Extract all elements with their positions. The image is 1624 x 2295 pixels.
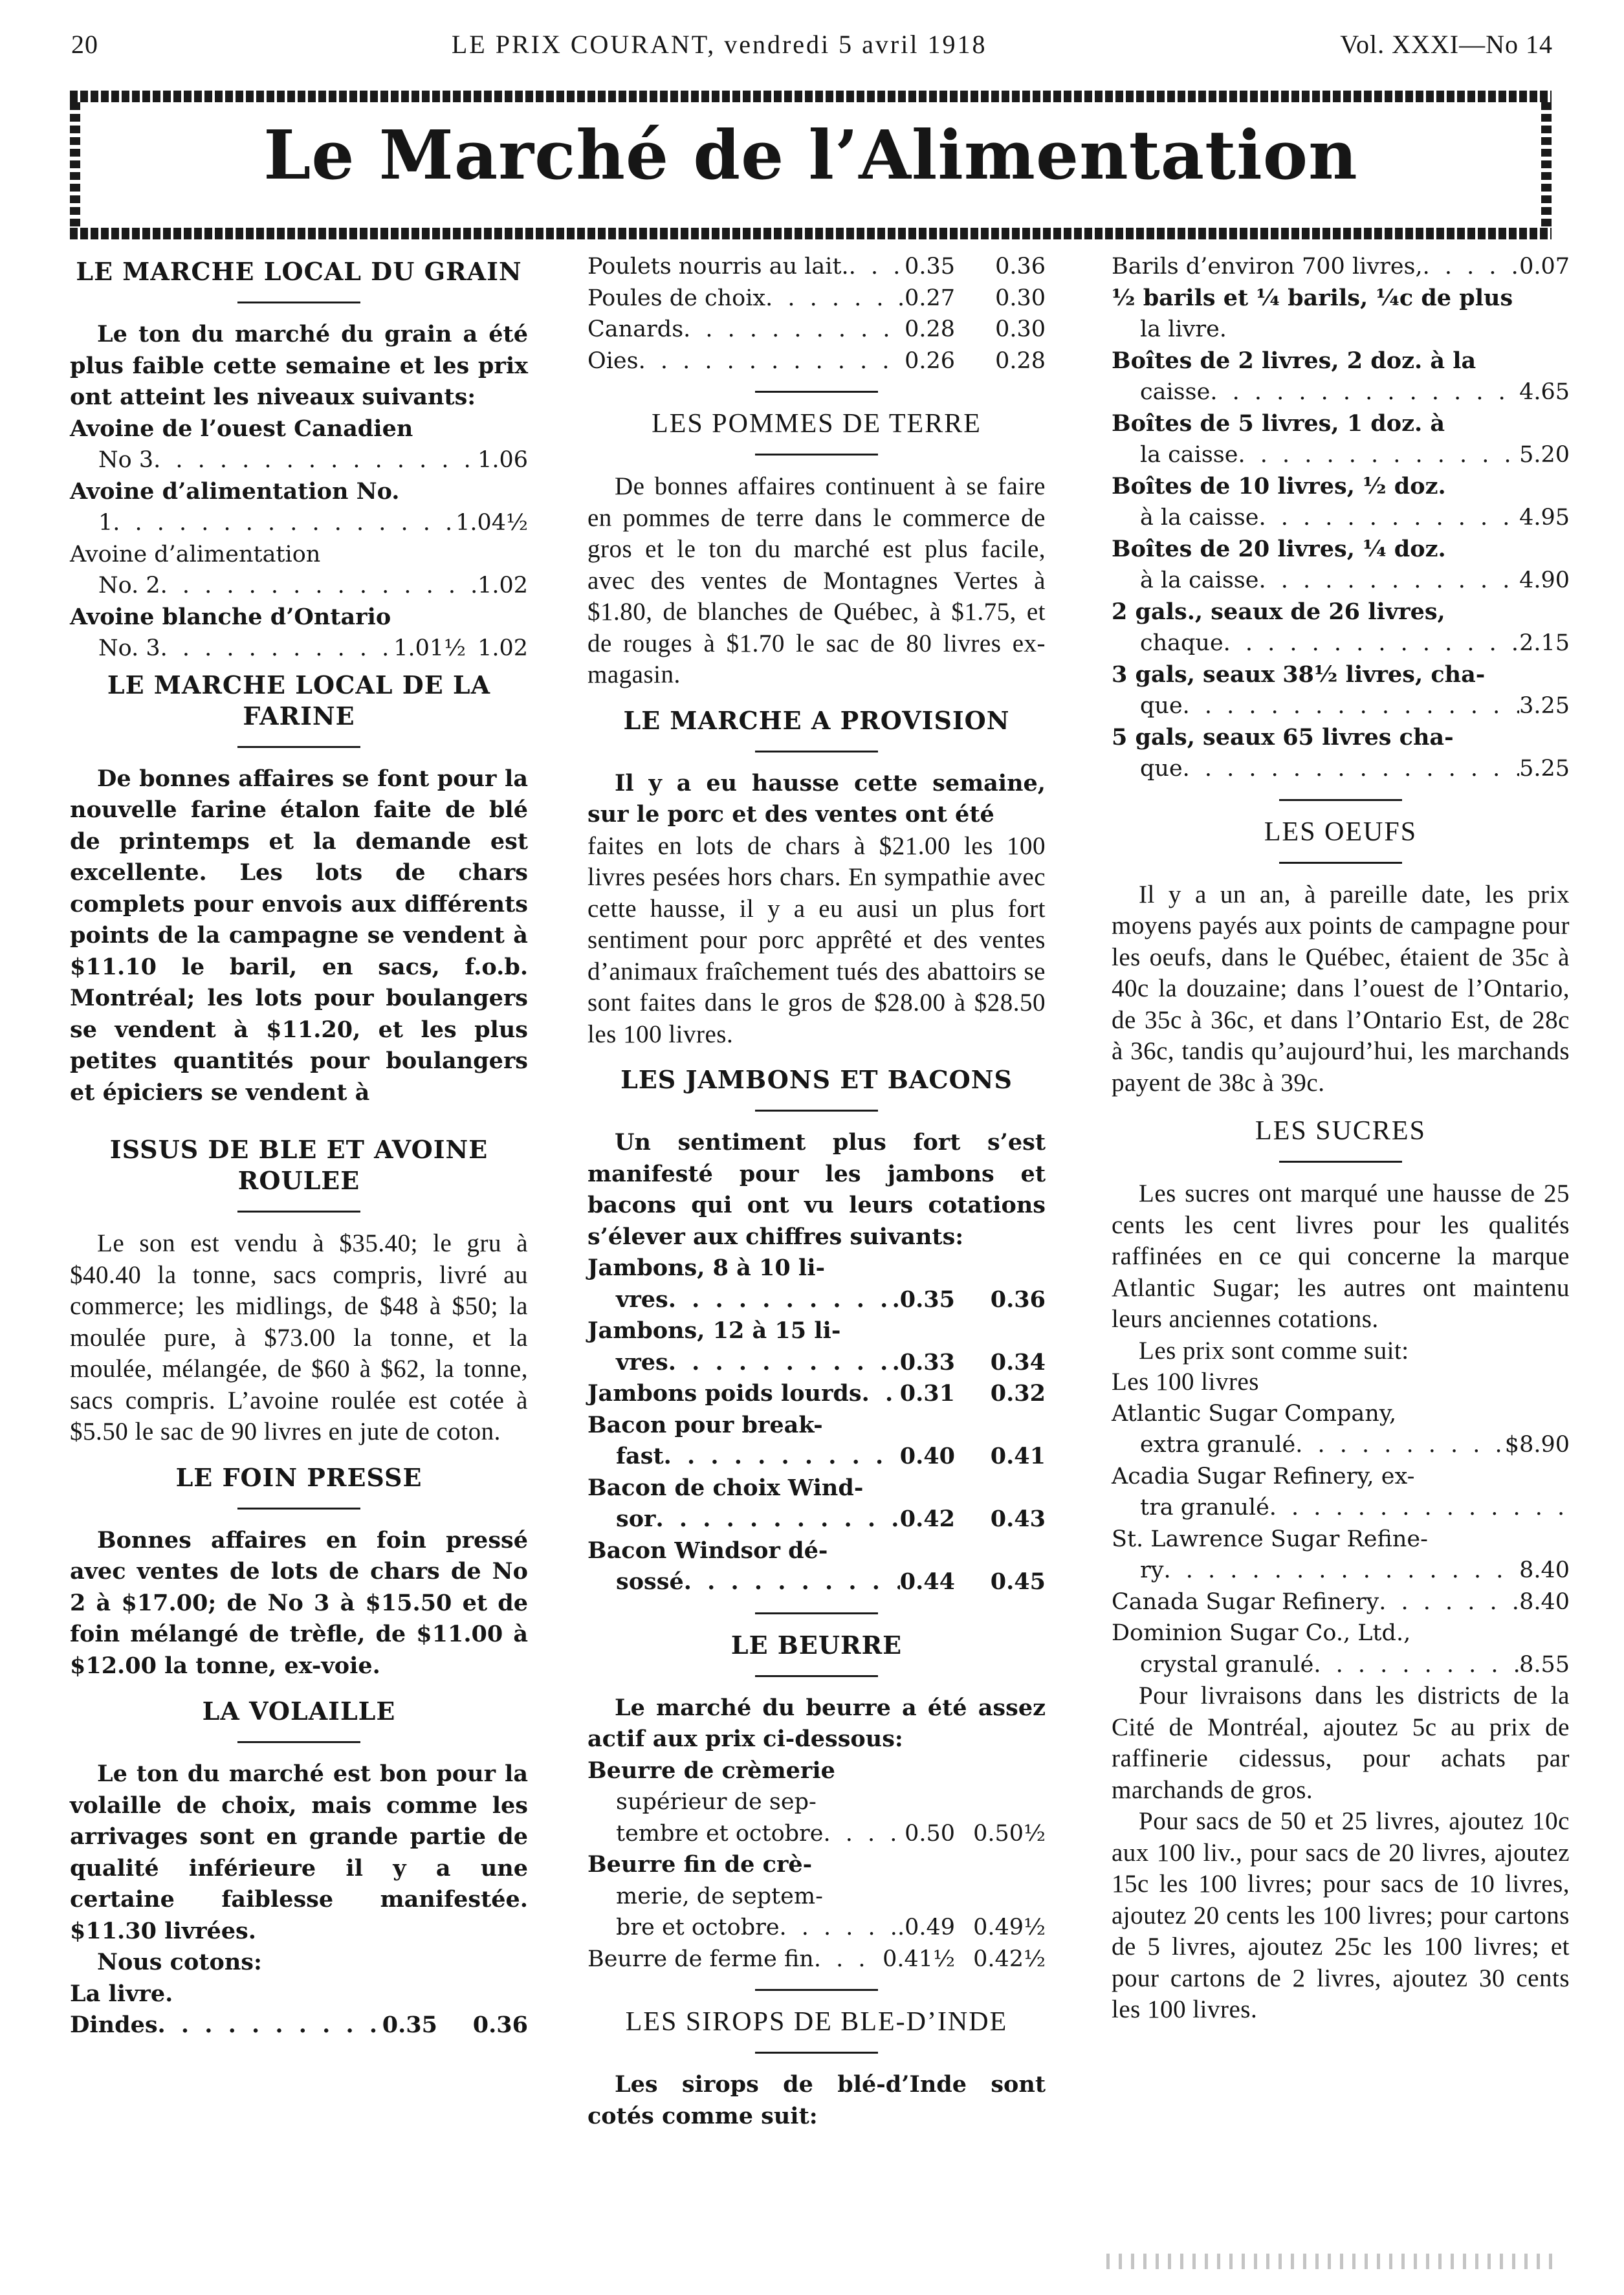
price-row xyxy=(70,445,528,476)
section-title: Le Marché de l’Alimentation xyxy=(263,115,1358,195)
price-value: 3.25 xyxy=(1519,693,1570,719)
item-sublabel: fast xyxy=(616,1443,664,1469)
price-value: .0.27 xyxy=(897,285,955,311)
leader-dots xyxy=(824,1818,905,1850)
divider xyxy=(1279,862,1402,864)
divider xyxy=(1279,799,1402,801)
item-sublabel: vres xyxy=(616,1286,668,1313)
item-sublabel: bre et octobre xyxy=(616,1915,780,1940)
heading-oeufs: LES OEUFS xyxy=(1264,817,1418,847)
price-value: $8.90 xyxy=(1504,1432,1570,1458)
price-value: .0.49 xyxy=(897,1915,955,1940)
item-label: Avoine d’alimentation xyxy=(70,541,321,567)
heading-issus: ISSUS DE BLE ET AVOINE ROULEE xyxy=(109,1135,488,1195)
price-item xyxy=(1112,1524,1570,1587)
divider xyxy=(237,1508,360,1510)
leader-dots xyxy=(160,570,477,602)
running-header xyxy=(71,25,1553,63)
beurre-intro: Le marché du beurre a été assez actif aux prix ci-dessous: xyxy=(587,1694,1046,1752)
price-value-high: 0.32 xyxy=(990,1380,1046,1407)
price-row xyxy=(587,1441,1046,1473)
leader-dots xyxy=(1164,1555,1520,1587)
item-sublabel: sossé xyxy=(616,1568,684,1595)
price-item xyxy=(1112,408,1570,471)
price-row xyxy=(587,1504,1046,1535)
item-label: ½ barils et ¼ barils, ¼c de plus xyxy=(1112,284,1513,311)
foin-text: Bonnes affaires en foin pressé avec ventes de lots de chars de No 2 à $17.00; de No 3 à $15.50 et de foin mélangé de trèfle, de $11.00 à $12.00 la tonne, ex-voie. xyxy=(70,1526,528,1679)
item-label: Beurre fin de crè- xyxy=(587,1851,813,1878)
price-row xyxy=(70,2010,528,2041)
leader-dots xyxy=(849,251,905,283)
price-row xyxy=(1112,251,1570,283)
heading-provision: LE MARCHE A PROVISION xyxy=(623,705,1010,735)
price-row xyxy=(587,1378,1046,1410)
leader-dots xyxy=(656,1504,900,1535)
volume-number: Vol. XXXI—No 14 xyxy=(1340,29,1553,59)
price-value: 0.40 xyxy=(899,1443,955,1469)
leader-dots xyxy=(158,2010,382,2041)
item-label: Canada Sugar Refinery xyxy=(1112,1588,1379,1615)
price-value: 4.90 xyxy=(1519,567,1570,593)
leader-dots xyxy=(814,1944,883,1975)
leader-dots xyxy=(1210,377,1519,408)
leader-dots xyxy=(664,1441,900,1473)
leader-dots xyxy=(862,1378,900,1410)
price-row xyxy=(587,314,1046,346)
item-label: Dominion Sugar Co., Ltd., xyxy=(1112,1620,1411,1646)
sucres-text: Les sucres ont marqué une hausse de 25 cents les cent livres pour les qualités raffinées en ce qui concerne la marque Atlantic Sugar; les autres ont maintenu leurs anciennes cotations. xyxy=(1112,1180,1570,1333)
price-item xyxy=(1112,534,1570,597)
price-item xyxy=(70,602,528,664)
issus-text: Le son est vendu à $35.40; le gru à $40.40 la tonne, sacs compris, livré au commerce; les midlings, de $48 à $50; la moulée pure, à $73.00 la tonne, et la moulée, mélangée, de $60 à $62, la tonne, sacs compris. L’avoine roulée est cotée à $5.50 le sac de 90 livres en jute de coton. xyxy=(70,1229,528,1445)
price-value-high: 0.30 xyxy=(995,316,1046,342)
divider xyxy=(237,1741,360,1743)
leader-dots xyxy=(765,283,897,314)
price-value: 1.06 xyxy=(477,447,528,473)
heading-beurre: LE BEURRE xyxy=(730,1630,903,1660)
divider xyxy=(755,1110,878,1112)
leader-dots xyxy=(160,633,394,664)
item-label: Avoine de l’ouest Canadien xyxy=(70,415,413,442)
price-item xyxy=(587,1535,1046,1598)
price-row xyxy=(70,633,528,664)
article-columns xyxy=(70,251,1570,2244)
price-row xyxy=(1112,628,1570,659)
item-sublabel: à la caisse xyxy=(1140,567,1259,593)
price-value-high: 0.43 xyxy=(990,1506,1046,1532)
jambons-intro: Un sentiment plus fort s’est manifesté pour les jambons et bacons qui ont vu leurs cotations s’élever aux chiffres suivants: xyxy=(587,1129,1046,1250)
item-sublabel: vres xyxy=(616,1348,668,1376)
price-item xyxy=(587,1410,1046,1473)
item-sublabel: 1 xyxy=(98,510,113,536)
price-value-high: 1.02 xyxy=(477,635,528,661)
provision-text: faites en lots de chars à $21.00 les 100 livres pesées hors chars. En sympathie avec cette hausse, il y a eu ausi un plus fort sentiment pour porc apprêté et des ventes d’animaux fraîchement tués des abattoirs se sont faites dans le gros de $28.00 à $28.50 les 100 livres. xyxy=(587,831,1046,1048)
item-sublabel: crystal granulé xyxy=(1140,1651,1314,1678)
leader-dots xyxy=(1258,565,1519,597)
price-value: 5.25 xyxy=(1519,756,1570,782)
grain-price-list xyxy=(70,413,528,664)
price-value: 8.55 xyxy=(1519,1651,1570,1678)
price-item xyxy=(587,1473,1046,1535)
item-label: Boîtes de 2 livres, 2 doz. à la xyxy=(1112,347,1476,374)
item-sublabel: No 3 xyxy=(98,447,154,473)
item-sublabel: No. 3 xyxy=(98,635,160,661)
unit-label: La livre. xyxy=(70,1980,173,2007)
price-row xyxy=(587,1566,1046,1598)
journal-title-date: LE PRIX COURANT, vendredi 5 avril 1918 xyxy=(451,29,987,59)
price-value: .0.33 xyxy=(892,1348,955,1376)
divider xyxy=(755,1612,878,1614)
item-label: Dindes xyxy=(70,2012,158,2038)
beurre-price-list xyxy=(587,1755,1046,1975)
price-value: 0.35 xyxy=(382,2012,437,2038)
item-label: Jambons, 12 à 15 li- xyxy=(587,1317,841,1344)
price-row xyxy=(1112,753,1570,785)
price-row xyxy=(1112,1555,1570,1587)
item-sublabel: la caisse xyxy=(1140,442,1238,468)
ornamental-rule-bottom xyxy=(70,228,1552,239)
section-banner xyxy=(70,91,1552,239)
price-value: 0.35 xyxy=(905,254,955,280)
divider xyxy=(755,1989,878,1991)
unit-label: Les 100 livres xyxy=(1112,1368,1259,1396)
item-label: Bacon pour break- xyxy=(587,1411,823,1438)
item-sublabel: ry xyxy=(1140,1557,1164,1583)
price-item xyxy=(1112,1461,1570,1524)
price-item xyxy=(1112,1398,1570,1461)
price-value: 1.01½ xyxy=(393,635,466,661)
leader-dots xyxy=(1269,1492,1570,1524)
price-row xyxy=(1112,1649,1570,1681)
price-item xyxy=(1112,346,1570,408)
price-value: 0.07 xyxy=(1519,254,1570,280)
heading-grain: LE MARCHE LOCAL DU GRAIN xyxy=(76,257,522,286)
divider xyxy=(755,454,878,456)
price-value: 0.26 xyxy=(905,347,955,374)
price-row xyxy=(587,1347,1046,1379)
divider xyxy=(755,2052,878,2054)
heading-sirops: LES SIROPS DE BLE-D’INDE xyxy=(625,2007,1008,2037)
price-row xyxy=(587,1944,1046,1975)
item-sublabel: extra granulé xyxy=(1140,1432,1296,1458)
price-row xyxy=(1112,1492,1570,1524)
item-label: 2 gals., seaux de 26 livres, xyxy=(1112,598,1445,625)
price-value: 8.40 xyxy=(1519,1588,1570,1615)
price-row xyxy=(1112,1429,1570,1461)
oeufs-text: Il y a un an, à pareille date, les prix moyens payés aux points de campagne pour les oeufs, dans le Québec, étaient de 35c à 40c la douzaine; dans l’ouest de l’Ontario, de 35c à 36c, et dans l’Ontario Est, de 28c à 36c, tandis qu’aujourd’hui, les marchands payent de 38c à 39c. xyxy=(1112,880,1570,1097)
sucres-prix: Les prix sont comme suit: xyxy=(1139,1336,1409,1365)
item-sublabel: tra granulé xyxy=(1140,1495,1269,1521)
price-value-high: 0.36 xyxy=(990,1286,1046,1313)
nous-cotons: Nous cotons: xyxy=(97,1949,262,1975)
price-row xyxy=(587,1818,1046,1850)
column-3 xyxy=(1112,251,1570,2026)
price-item xyxy=(1112,597,1570,659)
column-1 xyxy=(70,251,528,2041)
price-row xyxy=(1112,1587,1570,1618)
divider xyxy=(237,1211,360,1213)
leader-dots xyxy=(1379,1587,1519,1618)
price-value: .0.35 xyxy=(892,1286,955,1313)
sirops-text: Les sirops de blé-d’Inde sont cotés comme suit: xyxy=(587,2071,1046,2129)
leader-dots xyxy=(1313,1649,1519,1681)
item-sublabel: à la caisse xyxy=(1140,505,1259,531)
item-label: Boîtes de 10 livres, ½ doz. xyxy=(1112,472,1446,500)
divider xyxy=(237,302,360,303)
leader-dots xyxy=(668,1284,892,1316)
divider xyxy=(1279,1161,1402,1163)
price-item xyxy=(70,413,528,476)
leader-dots xyxy=(684,1566,900,1598)
item-label: Oies xyxy=(587,347,639,374)
sucres-price-list xyxy=(1112,1398,1570,1681)
price-item xyxy=(1112,659,1570,722)
price-value: 0.44 xyxy=(899,1568,955,1595)
price-value-high: 0.49½ xyxy=(973,1915,1046,1940)
item-sublabel: la livre. xyxy=(1140,316,1227,342)
price-value: 0.28 xyxy=(905,316,955,342)
price-row xyxy=(587,1284,1046,1316)
price-row xyxy=(587,346,1046,377)
divider xyxy=(755,751,878,752)
jambons-price-list xyxy=(587,1253,1046,1598)
item-label: Jambons, 8 à 10 li- xyxy=(587,1255,826,1281)
price-value: 4.95 xyxy=(1519,505,1570,531)
leader-dots xyxy=(1258,502,1519,534)
price-value: 1.04½ xyxy=(455,510,528,536)
price-row xyxy=(587,1912,1046,1944)
price-row xyxy=(1112,565,1570,597)
price-row xyxy=(70,507,528,539)
item-label-line: merie, de septem- xyxy=(616,1883,823,1909)
item-label: Beurre de crèmerie xyxy=(587,1757,835,1784)
leader-dots xyxy=(1223,628,1519,659)
price-row xyxy=(1112,439,1570,471)
item-sublabel: que xyxy=(1140,693,1183,719)
item-label-line: supérieur de sep- xyxy=(616,1789,817,1815)
leader-dots xyxy=(1238,439,1519,471)
heading-farine: LE MARCHE LOCAL DE LA FARINE xyxy=(107,670,491,730)
leader-dots xyxy=(113,507,455,539)
price-item xyxy=(587,1849,1046,1944)
item-label: Poulets nourris au lait. xyxy=(587,254,849,280)
grain-intro: Le ton du marché du grain a été plus faible cette semaine et les prix ont atteint les niveaux suivants: xyxy=(70,321,528,410)
price-row xyxy=(1112,502,1570,534)
price-row xyxy=(1112,690,1570,722)
price-item xyxy=(587,1315,1046,1378)
price-value-high: 0.42½ xyxy=(973,1946,1046,1972)
leader-dots xyxy=(1295,1429,1505,1461)
item-label: Bacon Windsor dé- xyxy=(587,1537,828,1564)
leader-dots xyxy=(1183,690,1519,722)
price-value-high: 0.50½ xyxy=(973,1820,1046,1847)
divider xyxy=(755,391,878,393)
price-value: 0.42 xyxy=(899,1506,955,1532)
item-sublabel: chaque xyxy=(1140,630,1223,656)
price-value-high: 0.30 xyxy=(995,285,1046,311)
heading-jambons: LES JAMBONS ET BACONS xyxy=(620,1065,1013,1094)
price-value: 4.65 xyxy=(1519,379,1570,405)
item-label: Acadia Sugar Refinery, ex- xyxy=(1112,1463,1415,1489)
price-value-high: 0.34 xyxy=(990,1348,1046,1376)
price-value-high: 0.28 xyxy=(995,347,1046,374)
heading-foin: LE FOIN PRESSE xyxy=(175,1462,422,1492)
item-label: Canards xyxy=(587,316,684,342)
item-label: 5 gals, seaux 65 livres cha- xyxy=(1112,723,1454,751)
heading-pommes: LES POMMES DE TERRE xyxy=(652,409,982,439)
sucres-sacs: Pour sacs de 50 et 25 livres, ajoutez 10c aux 100 liv., pour sacs de 20 livres, ajoutez 15c les 100 livres; pour sacs de 10 livres, ajoutez 20 cents les 100 livres; pour cartons de 5 livres, ajoutez 25c les 100 livres; et pour cartons de 2 livres, ajoutez 30 cents les 100 livres. xyxy=(1112,1807,1570,2023)
sirops-price-list xyxy=(1112,251,1570,785)
volaille-price-list xyxy=(587,251,1046,377)
item-label: Avoine blanche d’Ontario xyxy=(70,603,391,630)
item-sublabel: que xyxy=(1140,756,1183,782)
item-label: Bacon de choix Wind- xyxy=(587,1474,864,1501)
item-sublabel: No. 2 xyxy=(98,573,160,598)
item-sublabel: tembre et octobre xyxy=(616,1820,824,1847)
price-value: 8.40 xyxy=(1519,1557,1570,1583)
leader-dots xyxy=(1423,251,1519,283)
price-item xyxy=(587,1253,1046,1315)
price-row xyxy=(587,283,1046,314)
heading-sucres: LES SUCRES xyxy=(1255,1116,1426,1146)
sucres-livraisons: Pour livraisons dans les districts de la Cité de Montréal, ajoutez 5c au prix de raffinerie cidessus, pour achats par marchands de gros. xyxy=(1112,1682,1570,1804)
price-row xyxy=(587,251,1046,283)
leader-dots xyxy=(639,346,905,377)
farine-text: De bonnes affaires se font pour la nouvelle farine étalon faite de blé de printemps et la demande est excellente. Les lots de chars complets pour envois aux différents points de la campagne se vendent à $11.10 le baril, en sacs, f.o.b. Montréal; les lots pour boulangers se vendent à $11.20, et les plus petites quantités pour boulangers et épiciers se vendent à xyxy=(70,765,528,1106)
price-value-high: 0.36 xyxy=(995,254,1046,280)
price-value: 2.15 xyxy=(1519,630,1570,656)
item-label: Beurre de ferme fin xyxy=(587,1946,814,1972)
item-label: Jambons poids lourds xyxy=(587,1380,862,1407)
ornamental-rule-top xyxy=(70,91,1552,102)
price-value-high: 0.45 xyxy=(990,1568,1046,1595)
item-label: Poules de choix xyxy=(587,285,766,311)
price-value: 1.02 xyxy=(477,573,528,598)
price-item xyxy=(70,476,528,539)
price-item xyxy=(1112,722,1570,785)
item-label: Barils d’environ 700 livres, xyxy=(1112,254,1423,280)
price-value: 5.20 xyxy=(1519,442,1570,468)
item-label: 3 gals, seaux 38½ livres, cha- xyxy=(1112,661,1486,688)
volaille-text: Le ton du marché est bon pour la volaille de choix, mais comme les arrivages sont en grande partie de qualité inférieure il y a une certaine faiblesse manifestée. $11.30 livrées. xyxy=(70,1761,528,1944)
print-artifact xyxy=(1106,2254,1559,2269)
heading-volaille: LA VOLAILLE xyxy=(202,1697,396,1726)
price-value: 0.41½ xyxy=(883,1946,955,1972)
divider xyxy=(755,1675,878,1677)
item-label: Atlantic Sugar Company, xyxy=(1112,1400,1397,1427)
column-2 xyxy=(587,251,1046,2132)
price-value: 0.50 xyxy=(905,1820,955,1847)
item-label: Boîtes de 20 livres, ¼ doz. xyxy=(1112,535,1446,562)
leader-dots xyxy=(1183,753,1519,785)
item-sublabel: caisse xyxy=(1140,379,1211,405)
item-label: Avoine d’alimentation No. xyxy=(70,478,400,505)
divider xyxy=(237,746,360,748)
price-item xyxy=(1112,283,1570,346)
price-value: 0.31 xyxy=(899,1380,955,1407)
price-value-high: 0.36 xyxy=(472,2012,528,2038)
price-row xyxy=(1112,377,1570,408)
leader-dots xyxy=(683,314,905,346)
price-row xyxy=(70,570,528,602)
pommes-text: De bonnes affaires continuent à se faire en pommes de terre dans le commerce de gros et le ton du marché est plus facile, avec des ventes de Montagnes Vertes à $1.80, de blanches de Québec, à $1.75, et de rouges à $1.70 le sac de 80 livres ex-magasin. xyxy=(587,472,1046,688)
leader-dots xyxy=(780,1912,897,1944)
provision-text-bold: Il y a eu hausse cette semaine, sur le porc et des ventes ont été xyxy=(587,769,1046,828)
price-item xyxy=(587,1755,1046,1850)
leader-dots xyxy=(668,1347,892,1379)
item-label: Boîtes de 5 livres, 1 doz. à xyxy=(1112,410,1445,437)
price-item xyxy=(70,539,528,602)
price-value-high: 0.41 xyxy=(990,1443,1046,1469)
page-number: 20 xyxy=(71,29,98,59)
leader-dots xyxy=(153,445,477,476)
price-item xyxy=(1112,471,1570,534)
item-sublabel: sor xyxy=(616,1506,656,1532)
price-item xyxy=(1112,1618,1570,1680)
item-label: St. Lawrence Sugar Refine- xyxy=(1112,1526,1428,1552)
